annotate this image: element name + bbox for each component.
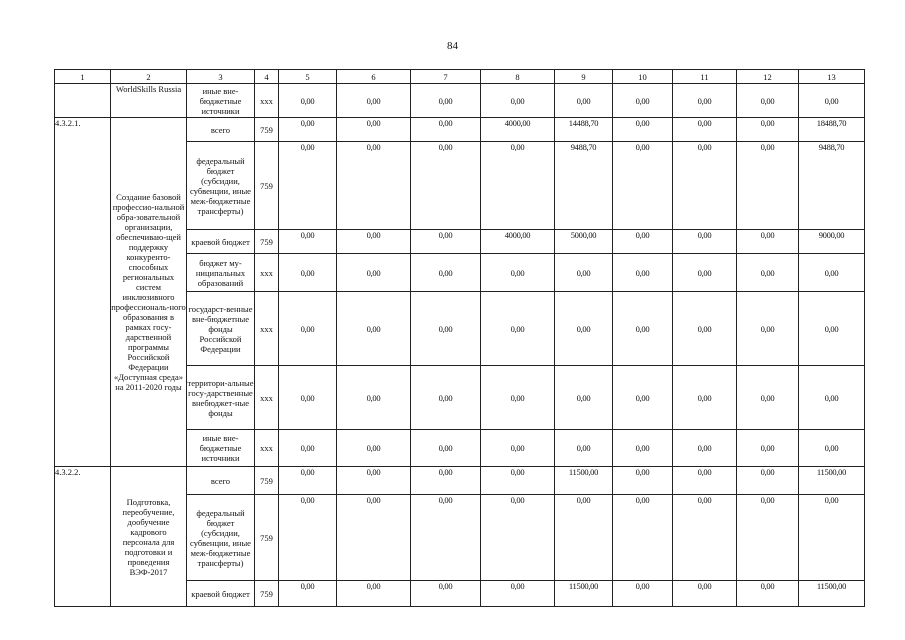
amount-cell: 0,00 [337,430,411,467]
budget-code: 759 [255,581,279,607]
amount-cell: 4000,00 [481,230,555,254]
budget-table [54,69,865,607]
funding-source: иные вне-бюджетные источники [187,430,255,467]
amount-cell: 9488,70 [799,142,865,230]
measure-name: Подготовка, переобучение, дообучение кадрового персонала для подготовки и проведения ВЭФ-2017 [111,467,187,607]
amount-cell: 0,00 [799,292,865,366]
column-header: 12 [737,70,799,84]
amount-cell: 0,00 [673,142,737,230]
amount-cell: 0,00 [673,581,737,607]
amount-cell: 0,00 [555,495,613,581]
amount-cell: 0,00 [337,581,411,607]
budget-code: ххх [255,430,279,467]
amount-cell: 0,00 [737,230,799,254]
amount-cell: 0,00 [337,230,411,254]
amount-cell: 0,00 [673,495,737,581]
amount-cell: 0,00 [555,84,613,118]
budget-code: ххх [255,366,279,430]
amount-cell: 0,00 [613,230,673,254]
amount-cell: 0,00 [411,581,481,607]
budget-code: ххх [255,254,279,292]
amount-cell: 0,00 [673,230,737,254]
funding-source: территори-альные госу-дарственные внебюджет-ные фонды [187,366,255,430]
column-header: 5 [279,70,337,84]
column-header: 9 [555,70,613,84]
amount-cell: 5000,00 [555,230,613,254]
amount-cell: 0,00 [673,467,737,495]
column-header: 13 [799,70,865,84]
amount-cell: 0,00 [799,430,865,467]
column-header: 1 [55,70,111,84]
amount-cell: 0,00 [737,142,799,230]
amount-cell: 0,00 [481,467,555,495]
funding-source: краевой бюджет [187,230,255,254]
amount-cell: 0,00 [555,292,613,366]
amount-cell: 0,00 [737,118,799,142]
amount-cell: 0,00 [481,142,555,230]
amount-cell: 0,00 [411,230,481,254]
amount-cell: 0,00 [337,254,411,292]
amount-cell: 0,00 [613,581,673,607]
amount-cell: 0,00 [555,254,613,292]
amount-cell: 0,00 [411,467,481,495]
table-row [55,84,865,118]
amount-cell: 0,00 [279,495,337,581]
header-row [55,70,865,84]
measure-name: WorldSkills Russia [111,84,187,118]
amount-cell: 0,00 [337,495,411,581]
amount-cell: 0,00 [279,430,337,467]
column-header: 2 [111,70,187,84]
table-row [55,118,865,142]
amount-cell: 0,00 [337,467,411,495]
budget-code: ххх [255,84,279,118]
column-header: 7 [411,70,481,84]
row-code: 4.3.2.2. [55,467,111,607]
amount-cell: 0,00 [337,142,411,230]
amount-cell: 0,00 [481,84,555,118]
amount-cell: 0,00 [411,495,481,581]
amount-cell: 0,00 [481,581,555,607]
column-header: 3 [187,70,255,84]
column-header: 11 [673,70,737,84]
amount-cell: 0,00 [737,495,799,581]
budget-code: 759 [255,230,279,254]
amount-cell: 0,00 [613,495,673,581]
table-row [55,467,865,495]
budget-code: ххх [255,292,279,366]
amount-cell: 0,00 [337,366,411,430]
amount-cell: 0,00 [337,84,411,118]
amount-cell: 0,00 [737,430,799,467]
amount-cell: 11500,00 [555,581,613,607]
funding-source: всего [187,118,255,142]
amount-cell: 0,00 [737,292,799,366]
amount-cell: 0,00 [613,118,673,142]
amount-cell: 18488,70 [799,118,865,142]
amount-cell: 9488,70 [555,142,613,230]
amount-cell: 0,00 [613,366,673,430]
amount-cell: 0,00 [411,84,481,118]
amount-cell: 0,00 [613,467,673,495]
amount-cell: 0,00 [481,254,555,292]
column-header: 4 [255,70,279,84]
amount-cell: 0,00 [737,84,799,118]
amount-cell: 0,00 [411,366,481,430]
table-body [55,84,865,607]
amount-cell: 0,00 [279,254,337,292]
amount-cell: 0,00 [613,430,673,467]
amount-cell: 0,00 [279,581,337,607]
amount-cell: 0,00 [613,292,673,366]
amount-cell: 0,00 [555,366,613,430]
budget-code: 759 [255,495,279,581]
amount-cell: 0,00 [673,292,737,366]
amount-cell: 9000,00 [799,230,865,254]
funding-source: федеральный бюджет (субсидии, субвенции, иные меж-бюджетные трансферты) [187,142,255,230]
amount-cell: 0,00 [279,118,337,142]
amount-cell: 0,00 [613,84,673,118]
amount-cell: 0,00 [279,366,337,430]
funding-source: бюджет му-ниципальных образований [187,254,255,292]
amount-cell: 0,00 [481,430,555,467]
amount-cell: 4000,00 [481,118,555,142]
amount-cell: 0,00 [411,292,481,366]
amount-cell: 14488,70 [555,118,613,142]
amount-cell: 0,00 [279,292,337,366]
column-header: 8 [481,70,555,84]
row-code: 4.3.2.1. [55,118,111,467]
amount-cell: 0,00 [737,581,799,607]
amount-cell: 0,00 [613,254,673,292]
amount-cell: 0,00 [411,118,481,142]
amount-cell: 11500,00 [799,467,865,495]
amount-cell: 0,00 [799,84,865,118]
amount-cell: 0,00 [481,292,555,366]
amount-cell: 0,00 [481,495,555,581]
measure-name: Создание базовой профессио-нальной обра-зовательной организации, обеспечиваю-щей поддержку конкуренто-способных региональных систем инклюзивного профессиональ-ного образования в рамках госу-дарственной программы Российской Федерации «Доступная среда» на 2011-2020 годы [111,118,187,467]
amount-cell: 0,00 [613,142,673,230]
amount-cell: 0,00 [737,254,799,292]
column-header: 10 [613,70,673,84]
funding-source: государст-венные вне-бюджетные фонды Российской Федерации [187,292,255,366]
amount-cell: 0,00 [337,292,411,366]
amount-cell: 0,00 [737,366,799,430]
funding-source: федеральный бюджет (субсидии, субвенции, иные меж-бюджетные трансферты) [187,495,255,581]
amount-cell: 0,00 [799,366,865,430]
budget-code: 759 [255,467,279,495]
amount-cell: 0,00 [673,254,737,292]
row-code [55,84,111,118]
column-header: 6 [337,70,411,84]
amount-cell: 0,00 [673,430,737,467]
amount-cell: 0,00 [673,118,737,142]
amount-cell: 0,00 [481,366,555,430]
amount-cell: 0,00 [411,142,481,230]
amount-cell: 11500,00 [555,467,613,495]
amount-cell: 0,00 [799,254,865,292]
funding-source: иные вне-бюджетные источники [187,84,255,118]
amount-cell: 0,00 [737,467,799,495]
funding-source: всего [187,467,255,495]
amount-cell: 0,00 [279,84,337,118]
amount-cell: 0,00 [799,495,865,581]
amount-cell: 0,00 [411,430,481,467]
amount-cell: 0,00 [279,230,337,254]
amount-cell: 0,00 [555,430,613,467]
amount-cell: 0,00 [673,84,737,118]
page-number: 84 [447,40,458,52]
amount-cell: 0,00 [279,467,337,495]
amount-cell: 0,00 [337,118,411,142]
funding-source: краевой бюджет [187,581,255,607]
amount-cell: 0,00 [411,254,481,292]
amount-cell: 11500,00 [799,581,865,607]
budget-code: 759 [255,142,279,230]
amount-cell: 0,00 [279,142,337,230]
amount-cell: 0,00 [673,366,737,430]
budget-code: 759 [255,118,279,142]
